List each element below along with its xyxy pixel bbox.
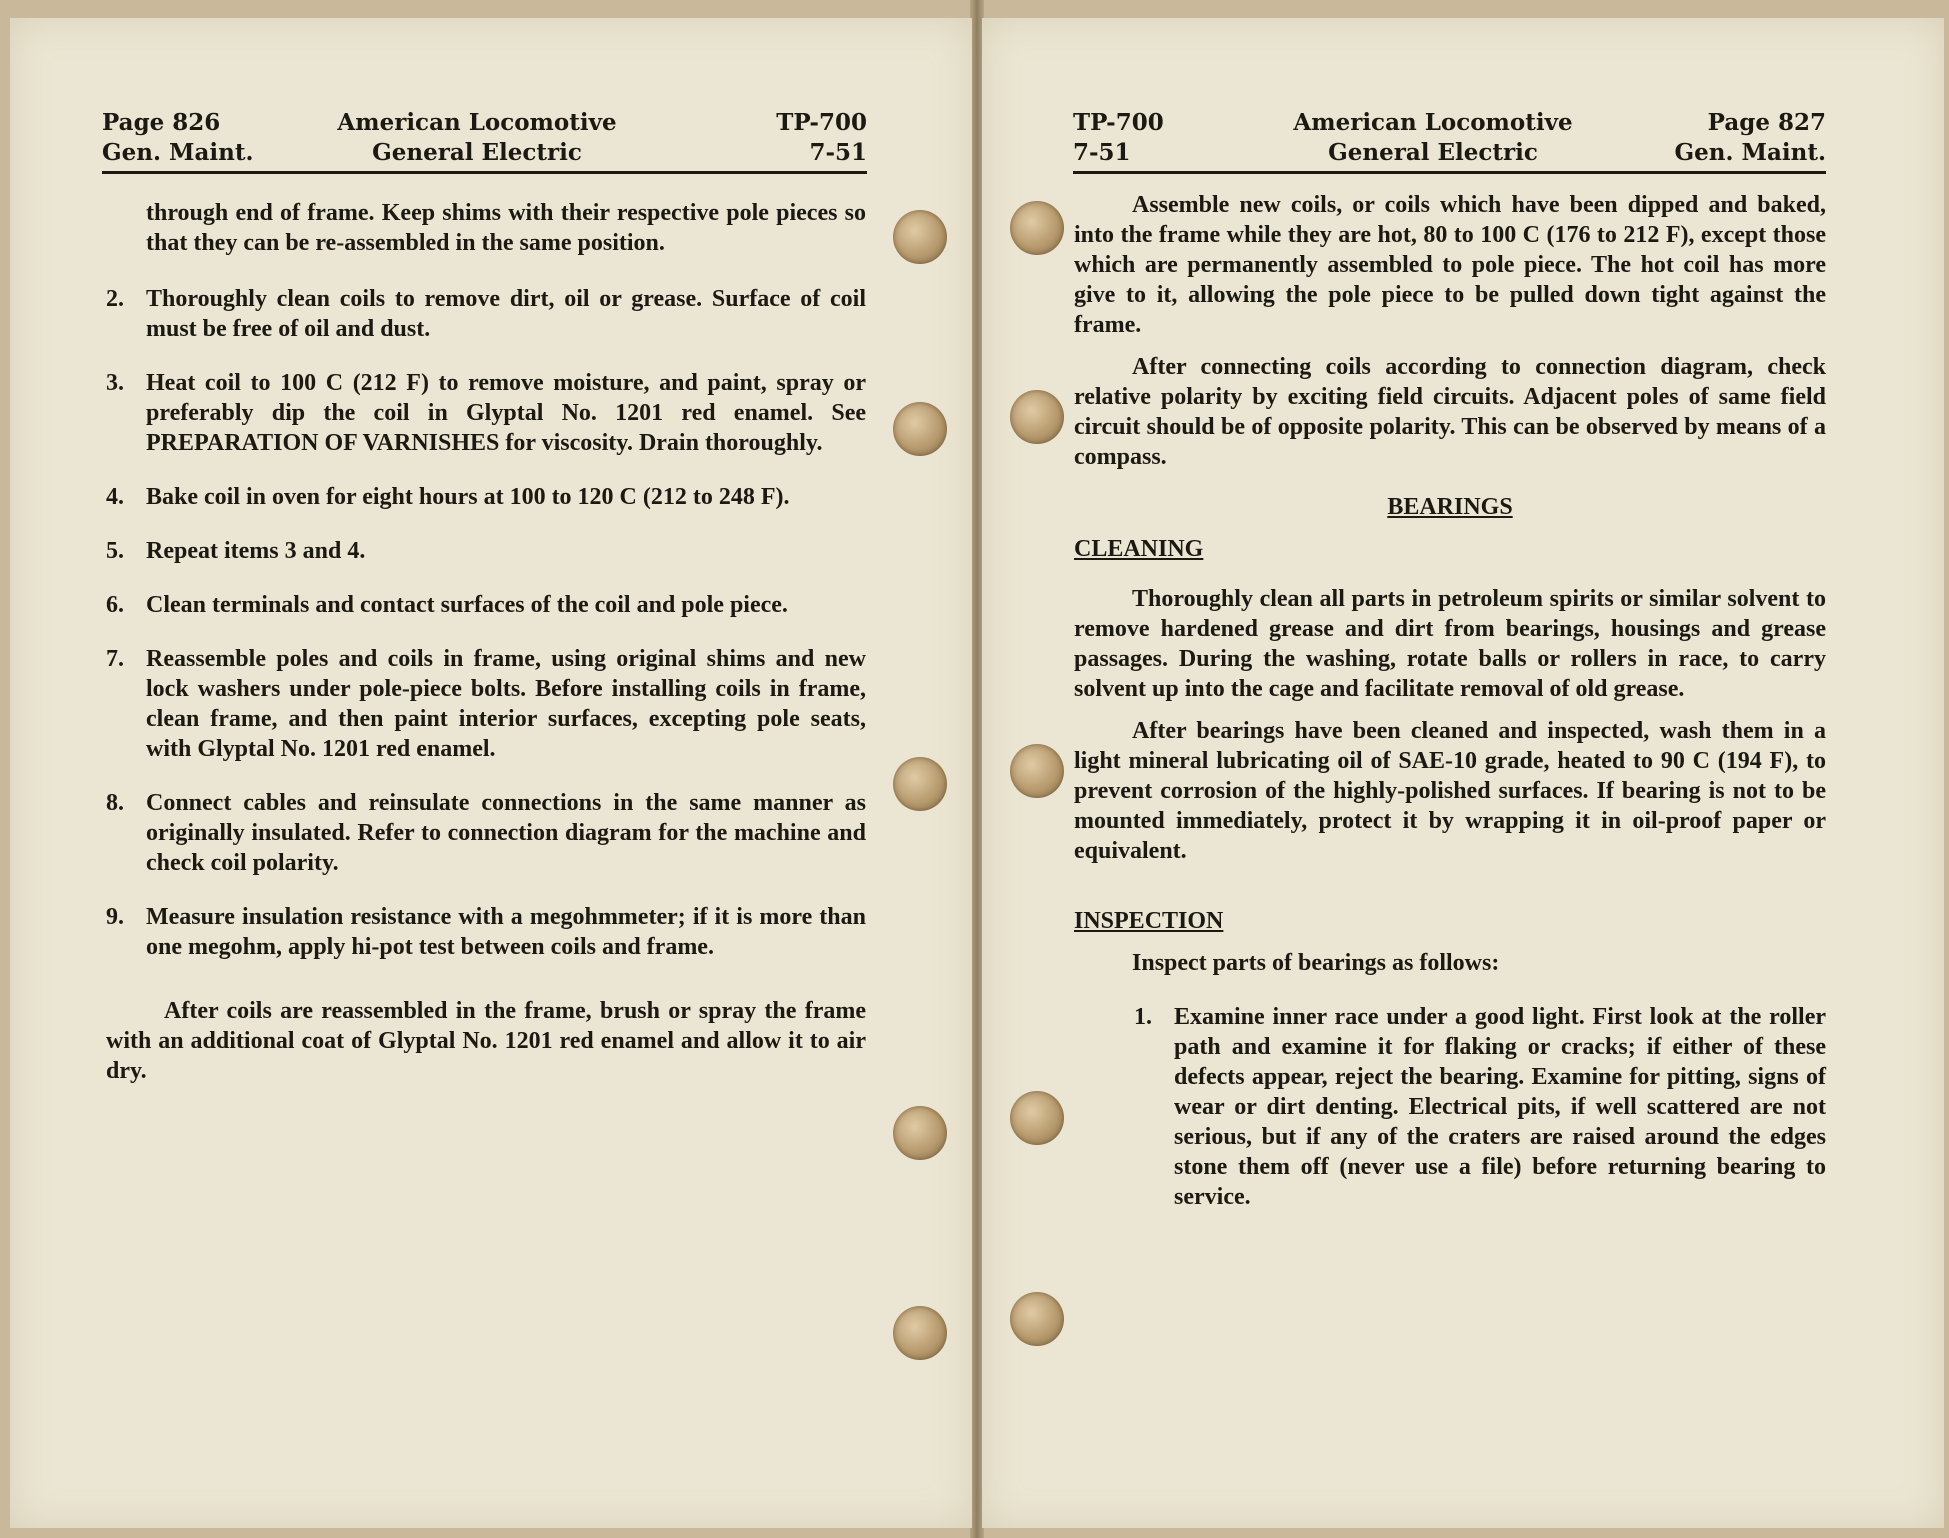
binder-hole xyxy=(893,1106,947,1160)
list-item xyxy=(106,788,866,878)
cleaning-heading: CLEANING xyxy=(1074,536,1204,562)
continuation-paragraph: through end of frame. Keep shims with their respective pole pieces so that they can be re-assembled in the same position. xyxy=(146,200,866,256)
left-page-body xyxy=(106,198,866,1086)
item-text: Connect cables and reinsulate connections in the same manner as originally insulated. Refer to connection diagram for the machine and check coil polarity. xyxy=(146,790,866,876)
list-item xyxy=(106,482,866,512)
binder-hole xyxy=(1010,1091,1064,1145)
item-text: Repeat items 3 and 4. xyxy=(146,538,366,564)
right-page-body xyxy=(1074,190,1826,1212)
left-header-page-info xyxy=(102,108,253,168)
binder-hole xyxy=(1010,744,1064,798)
item-text: Examine inner race under a good light. First look at the roller path and examine it for flaking or cracks; if either of these defects appear, reject the bearing. Examine for pitting, signs of wear or dirt denting. Electrical pits, if well scattered are not serious, but if any of the craters are raised around the edges stone them off (never use a file) before returning bearing to service. xyxy=(1174,1004,1826,1210)
binder-hole xyxy=(1010,1292,1064,1346)
item-text: Clean terminals and contact surfaces of the coil and pole piece. xyxy=(146,592,788,618)
list-item xyxy=(106,902,866,962)
item-number: 1. xyxy=(1134,1004,1152,1030)
item-text: Heat coil to 100 C (212 F) to remove moisture, and paint, spray or preferably dip the coil in Glyptal No. 1201 red enamel. See PREPARATION OF VARNISHES for viscosity. Drain thoroughly. xyxy=(146,370,866,456)
item-text: Bake coil in oven for eight hours at 100 to 120 C (212 to 248 F). xyxy=(146,484,790,510)
document-date: 7-51 xyxy=(1073,139,1131,166)
list-item xyxy=(106,284,866,344)
left-page xyxy=(10,18,972,1528)
right-header-doc-info xyxy=(1073,108,1164,168)
right-page-header xyxy=(1073,90,1826,174)
page-number: Page 826 xyxy=(102,109,221,136)
bearings-heading: BEARINGS xyxy=(1387,494,1513,520)
item-number: 5. xyxy=(106,538,124,564)
item-number: 2. xyxy=(106,286,124,312)
section-label: Gen. Maint. xyxy=(102,139,254,166)
inspection-heading: INSPECTION xyxy=(1074,908,1224,934)
item-number: 8. xyxy=(106,790,124,816)
item-text: Thoroughly clean coils to remove dirt, oil or grease. Surface of coil must be free of oil and dust. xyxy=(146,286,866,342)
document-number: TP-700 xyxy=(1073,109,1164,136)
binder-hole xyxy=(893,402,947,456)
binder-hole xyxy=(893,210,947,264)
inspection-intro: Inspect parts of bearings as follows: xyxy=(1132,950,1500,976)
item-text: Measure insulation resistance with a megohmmeter; if it is more than one megohm, apply hi-pot test between coils and frame. xyxy=(146,904,866,960)
left-page-header xyxy=(102,90,867,174)
binder-hole xyxy=(893,757,947,811)
document-number: TP-700 xyxy=(776,109,867,136)
polarity-check-paragraph: After connecting coils according to connection diagram, check relative polarity by exciting field circuits. Adjacent poles of same field circuit should be of opposite polarity. This can be observed by means of a compass. xyxy=(1074,354,1826,470)
company-name-1: American Locomotive xyxy=(337,109,617,136)
section-label: Gen. Maint. xyxy=(1674,139,1826,166)
list-item xyxy=(106,590,866,620)
company-name-1: American Locomotive xyxy=(1293,109,1573,136)
left-header-company xyxy=(327,108,627,168)
right-page xyxy=(982,18,1944,1528)
document-date: 7-51 xyxy=(809,139,867,166)
item-number: 3. xyxy=(106,370,124,396)
item-number: 7. xyxy=(106,646,124,672)
item-text: Reassemble poles and coils in frame, using original shims and new lock washers under pole-piece bolts. Before installing coils in frame, clean frame, and then paint interior surfaces, excepting pole seats, with Glyptal No. 1201 red enamel. xyxy=(146,646,866,762)
cleaning-paragraph-2: After bearings have been cleaned and inspected, wash them in a light mineral lubricating oil of SAE-10 grade, heated to 90 C (194 F), to prevent corrosion of the highly-polished surfaces. If bearing is not to be mounted immediately, protect it by wrapping it in oil-proof paper or equivalent. xyxy=(1074,718,1826,864)
right-header-page-info xyxy=(1675,108,1826,168)
binder-hole xyxy=(1010,390,1064,444)
list-item xyxy=(1134,1002,1826,1212)
company-name-2: General Electric xyxy=(372,139,582,166)
closing-paragraph: After coils are reassembled in the frame, brush or spray the frame with an additional coat of Glyptal No. 1201 red enamel and allow it to air dry. xyxy=(106,998,866,1084)
company-name-2: General Electric xyxy=(1328,139,1538,166)
binder-hole xyxy=(893,1306,947,1360)
item-number: 6. xyxy=(106,592,124,618)
list-item xyxy=(106,644,866,764)
assemble-coils-paragraph: Assemble new coils, or coils which have been dipped and baked, into the frame while they are hot, 80 to 100 C (176 to 212 F), except those which are permanently assembled to pole piece. The hot coil has more give to it, allowing the pole piece to be pulled down tight against the frame. xyxy=(1074,192,1826,338)
item-number: 9. xyxy=(106,904,124,930)
binder-hole xyxy=(1010,201,1064,255)
left-header-doc-info xyxy=(776,108,867,168)
right-header-company xyxy=(1283,108,1583,168)
item-number: 4. xyxy=(106,484,124,510)
cleaning-paragraph-1: Thoroughly clean all parts in petroleum spirits or similar solvent to remove hardened grease and dirt from bearings, housings and grease passages. During the washing, rotate balls or rollers in race, to carry solvent up into the cage and facilitate removal of old grease. xyxy=(1074,586,1826,702)
list-item xyxy=(106,368,866,458)
page-number: Page 827 xyxy=(1707,109,1826,136)
list-item xyxy=(106,536,866,566)
